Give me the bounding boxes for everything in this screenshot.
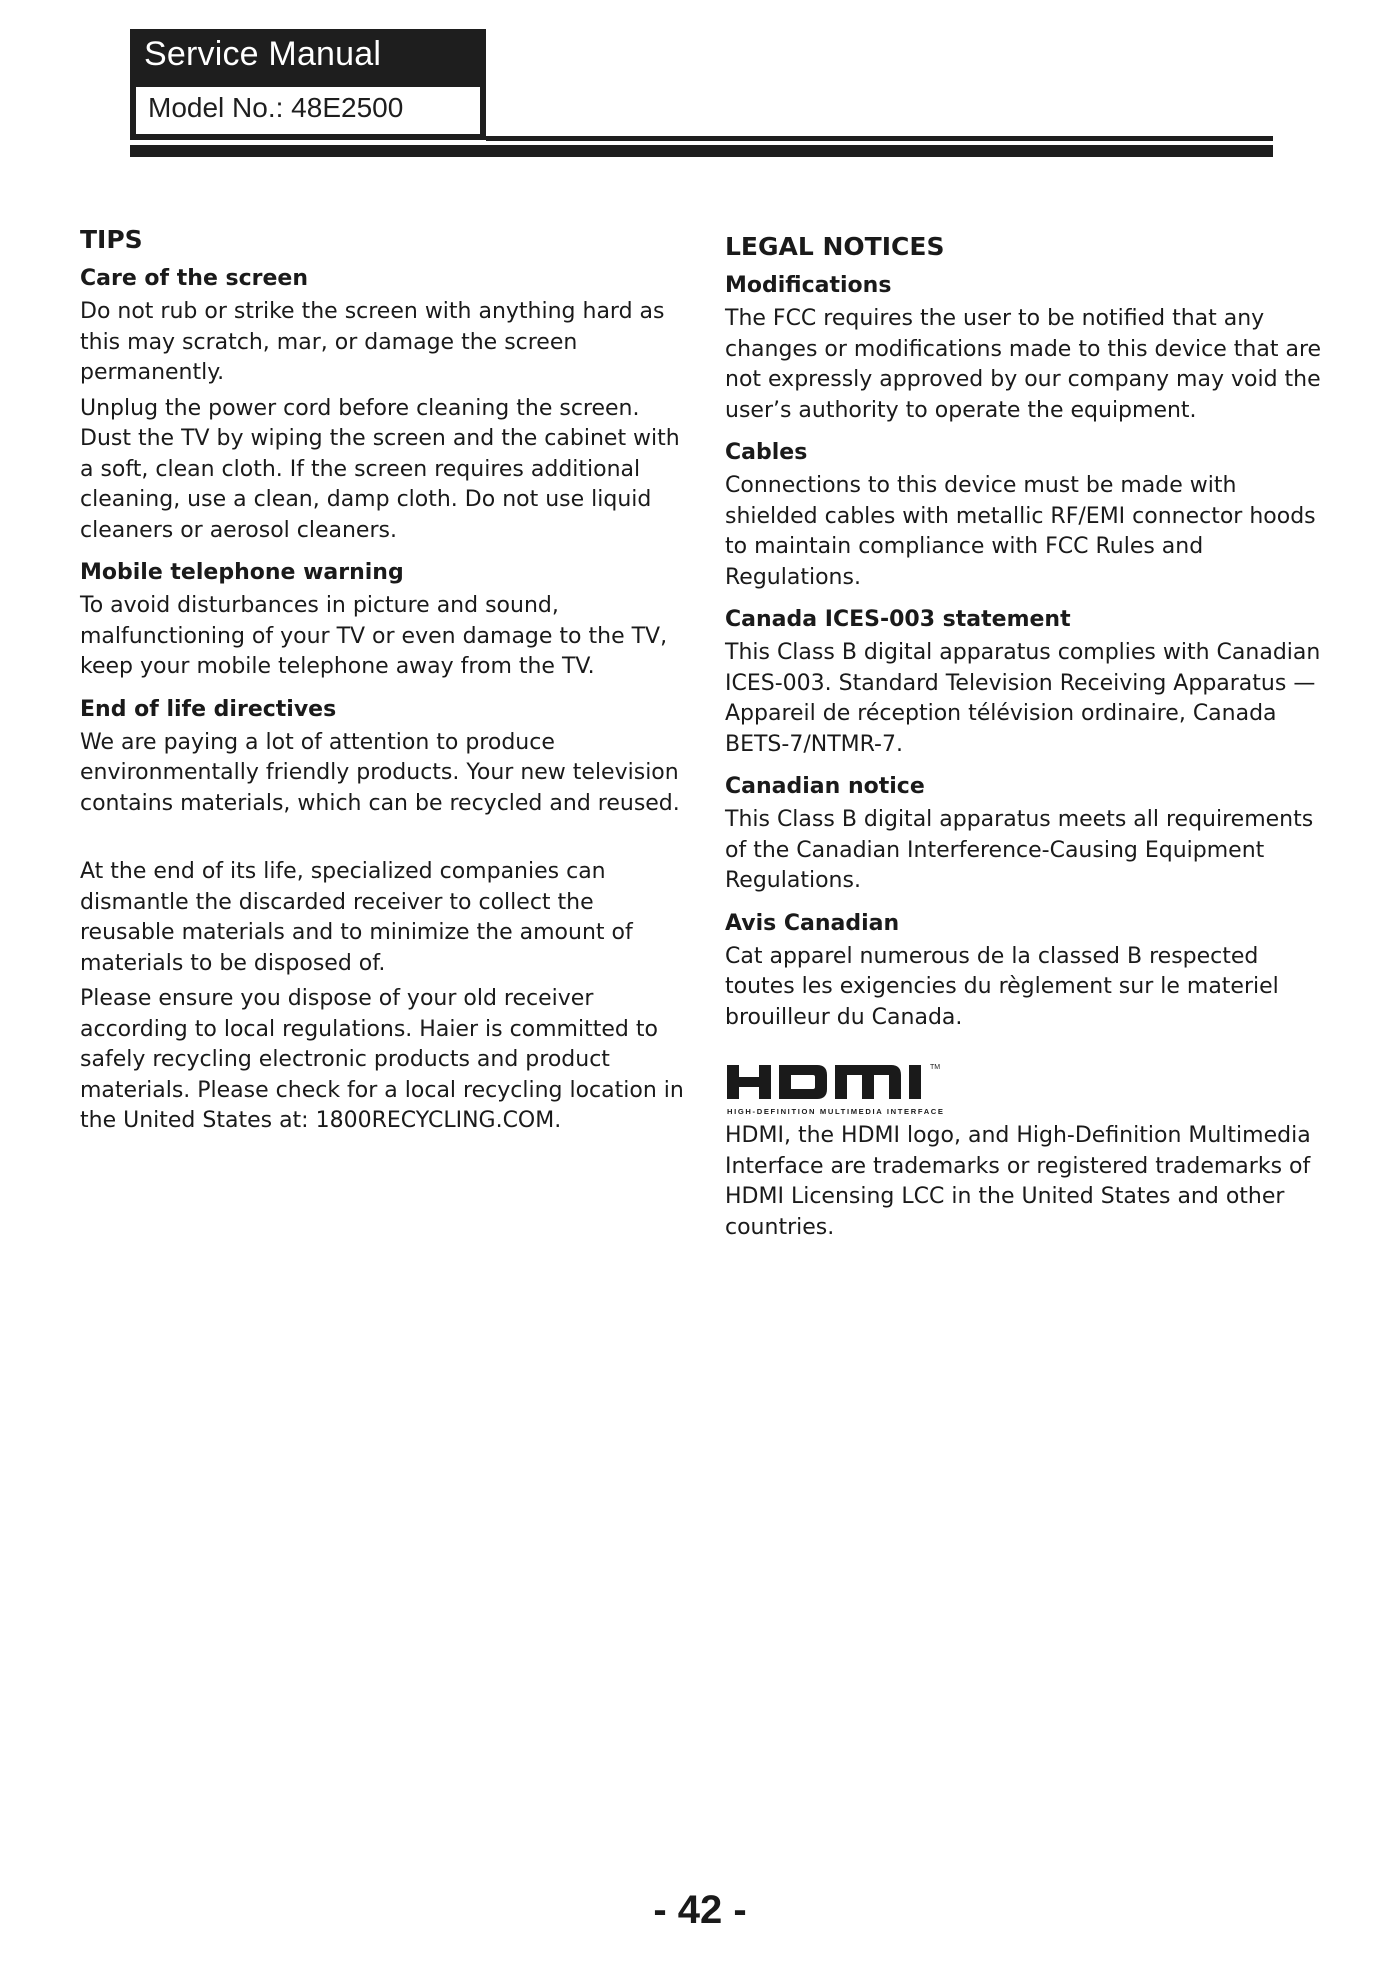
cables-heading: Cables [725,440,808,465]
modifications-paragraph: The FCC requires the user to be notified that any changes or modifications made to this device that are not expressly approved by our company may void the user’s authority to operate the equipment. [725,306,1322,423]
ices-paragraph: This Class B digital apparatus complies with Canadian ICES-003. Standard Television Receiving Apparatus — Appareil de réception télévision ordinaire, Canada BETS-7/NTMR-7. [725,640,1321,757]
legal-heading: LEGAL NOTICES [725,232,945,261]
modifications-heading: Modifications [725,273,892,298]
hdmi-logo [725,1057,975,1117]
left-column [80,225,687,1142]
model-number: Model No.: 48E2500 [148,92,404,123]
avis-heading: Avis Canadian [725,910,900,936]
hdmi-logo-caption: HIGH-DEFINITION MULTIMEDIA INTERFACE [727,1107,943,1116]
canadian-notice-heading: Canadian notice [725,774,925,799]
eol-paragraph-3: Please ensure you dispose of your old receiver according to local regulations. Haier is committed to safely recycling electronic products and product materials. Please check for a local recycling location in the United States at: 1800RECYCLING.COM. [80,986,684,1133]
header-title: Service Manual [144,35,382,73]
care-paragraph-2: Unplug the power cord before cleaning the screen. Dust the TV by wiping the screen and the cabinet with a soft, clean cloth. If the screen requires additional cleaning, use a clean, damp cloth. Do not use liquid cleaners or aerosol cleaners. [80,395,680,543]
care-heading: Care of the screen [80,266,309,291]
mobile-paragraph: To avoid disturbances in picture and sound, malfunctioning of your TV or even damage to the TV, keep your mobile telephone away from the TV. [80,593,668,679]
hdmi-paragraph: HDMI, the HDMI logo, and High-Definition Multimedia Interface are trademarks or registered trademarks of HDMI Licensing LCC in the United States and other countries. [725,1123,1311,1240]
hdmi-logo-icon [725,1057,975,1117]
header-rule-thin [486,136,1273,141]
model-box [136,87,480,134]
eol-paragraph-2: At the end of its life, specialized companies can dismantle the discarded receiver to collect the reusable materials and to minimize the amount of materials to be disposed of. [80,859,633,976]
right-column [725,232,1335,1248]
eol-paragraph-1: We are paying a lot of attention to produce environmentally friendly products. Your new television contains materials, which can be recycled and reused. [80,729,680,816]
canadian-notice-paragraph: This Class B digital apparatus meets all requirements of the Canadian Interference-Causing Equipment Regulations. [725,807,1314,893]
header-block [130,29,486,140]
eol-heading: End of life directives [80,696,337,722]
tips-heading: TIPS [80,225,143,254]
hdmi-tm-mark: TM [930,1064,941,1071]
page-number: - 42 - [653,1888,747,1932]
avis-paragraph: Cat apparel numerous de la classed B respected toutes les exigencies du règlement sur le materiel brouilleur du Canada. [725,943,1279,1030]
care-paragraph-1: Do not rub or strike the screen with anything hard as this may scratch, mar, or damage the screen permanently. [80,299,665,385]
cables-paragraph: Connections to this device must be made with shielded cables with metallic RF/EMI connector hoods to maintain compliance with FCC Rules and Regulations. [725,473,1316,590]
header-rule-thick [130,145,1273,157]
ices-heading: Canada ICES-003 statement [725,607,1071,632]
mobile-heading: Mobile telephone warning [80,560,404,585]
